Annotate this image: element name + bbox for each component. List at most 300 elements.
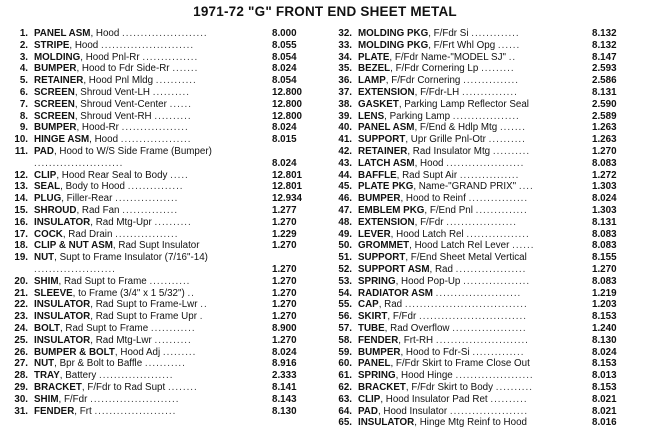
part-group-number: 8.131 xyxy=(592,216,617,228)
item-number: 45. xyxy=(338,181,352,193)
leader-dots: ..................... xyxy=(449,405,529,417)
item-detail: , Rad Drain xyxy=(62,228,113,240)
parts-list-item xyxy=(332,146,644,158)
item-detail: , Rad Supt to Frame Upr xyxy=(90,311,197,323)
item-detail: , Rad Mtg-Upr xyxy=(90,216,152,228)
item-description xyxy=(34,122,270,134)
parts-list-item xyxy=(332,264,644,276)
item-name: NUT xyxy=(34,358,55,370)
item-detail: , F/Fdr Name-"MODEL SJ" xyxy=(389,51,506,63)
part-group-number: 1.270 xyxy=(272,311,297,323)
leader-dots: ............... xyxy=(463,75,519,87)
part-group-number: 2.593 xyxy=(592,63,617,75)
part-group-number: 8.132 xyxy=(592,39,617,51)
leader-dots: ................. xyxy=(115,228,179,240)
part-group-number: 8.130 xyxy=(592,334,617,346)
part-group-number: 8.153 xyxy=(592,381,617,393)
part-group-number: 8.054 xyxy=(272,75,297,87)
item-description xyxy=(358,347,594,359)
item-name: CAP xyxy=(358,299,379,311)
parts-list-item xyxy=(8,311,330,323)
item-detail: , Parking Lamp xyxy=(384,110,451,122)
item-detail: , Rad Supt Insulator xyxy=(112,240,200,252)
item-detail: , Hood to Reinf xyxy=(400,193,466,205)
item-number: 47. xyxy=(338,204,352,216)
item-description xyxy=(358,335,594,347)
leader-dots: .......... xyxy=(154,216,192,228)
item-description xyxy=(34,63,270,75)
item-name: SCREEN xyxy=(34,98,75,110)
item-number: 10. xyxy=(14,134,28,146)
item-name: CLIP xyxy=(34,169,57,181)
item-detail: , Shroud Vent-Center xyxy=(74,98,167,110)
item-number: 41. xyxy=(338,134,352,146)
parts-list-item xyxy=(332,170,644,182)
item-name: INSULATOR xyxy=(34,334,91,346)
item-number: 29. xyxy=(14,381,28,393)
part-group-number: 1.263 xyxy=(592,134,617,146)
item-number: 31. xyxy=(14,405,28,417)
item-detail: , F/Fdr Si xyxy=(428,28,469,39)
item-name: BEZEL xyxy=(358,63,391,75)
item-number: 7. xyxy=(19,98,28,110)
item-number: 54. xyxy=(338,287,352,299)
parts-list-item xyxy=(332,406,644,418)
item-detail: , F/End Pnl xyxy=(424,204,473,216)
leader-dots: ............... xyxy=(142,51,199,63)
item-description xyxy=(358,240,594,252)
item-description xyxy=(358,146,594,158)
item-detail: , Hood Latch Rel Lever xyxy=(409,240,510,252)
parts-list-item xyxy=(332,181,644,193)
item-description xyxy=(34,217,270,229)
parts-list-item xyxy=(332,75,644,87)
leader-dots: ......... xyxy=(162,346,197,358)
part-group-number: 1.219 xyxy=(592,287,617,299)
part-group-number: 8.016 xyxy=(592,417,617,429)
item-number: 14. xyxy=(14,193,28,205)
item-detail: , Shroud Vent-LH xyxy=(74,86,150,98)
item-number: 2. xyxy=(19,39,28,51)
part-group-number: 8.155 xyxy=(592,252,617,264)
part-group-number: 8.147 xyxy=(592,51,617,63)
item-name: INSULATOR xyxy=(34,299,91,311)
leader-dots: .................. xyxy=(452,110,520,122)
parts-list-item xyxy=(332,276,644,288)
part-group-number: 1.270 xyxy=(272,299,297,311)
parts-list-item xyxy=(8,229,330,241)
item-description xyxy=(358,52,594,64)
item-detail: , Supt to Frame Insulator (7/16"-14) xyxy=(54,252,208,264)
leader-dots: ...................... xyxy=(94,405,177,417)
parts-list-item xyxy=(8,52,330,64)
leader-dots: .......... xyxy=(154,334,192,346)
part-group-number: 1.270 xyxy=(592,145,617,157)
item-number: 49. xyxy=(338,228,352,240)
item-description xyxy=(358,99,594,111)
item-description xyxy=(358,382,594,394)
item-description xyxy=(34,170,270,182)
part-group-number: 8.021 xyxy=(592,393,617,405)
item-number: 64. xyxy=(338,405,352,417)
part-group-number: 1.270 xyxy=(272,263,297,275)
parts-list-item xyxy=(8,181,330,193)
item-description xyxy=(358,229,594,241)
parts-list-item xyxy=(8,205,330,217)
item-name: TRAY xyxy=(34,370,60,382)
item-description xyxy=(34,40,270,52)
part-group-number: 1.272 xyxy=(592,169,617,181)
item-number: 32. xyxy=(338,28,352,39)
item-name: CLIP xyxy=(358,393,381,405)
leader-dots: ............................. xyxy=(419,311,527,323)
item-name: SUPPORT xyxy=(358,134,406,146)
leader-dots: .............. xyxy=(472,346,525,358)
item-detail: , Frt xyxy=(74,405,92,417)
item-detail: , Hinge Mtg Reinf to Hood xyxy=(414,417,527,429)
item-detail: , Hood to Fdr-Si xyxy=(400,346,470,358)
leader-dots: ................... xyxy=(446,216,517,228)
item-detail: , Hood xyxy=(69,39,99,51)
item-description xyxy=(358,276,594,288)
leader-dots: .......... xyxy=(152,86,190,98)
leader-dots: .......... xyxy=(488,134,526,146)
item-description xyxy=(358,217,594,229)
parts-list-item xyxy=(8,193,330,205)
parts-list-item xyxy=(332,158,644,170)
part-group-number: 8.024 xyxy=(272,346,297,358)
parts-list-item xyxy=(332,347,644,359)
item-description xyxy=(358,170,594,182)
item-number: 50. xyxy=(338,240,352,252)
item-name: SHIM xyxy=(34,393,59,405)
item-name: MOLDING xyxy=(34,51,81,63)
item-description xyxy=(358,358,594,370)
item-name: CLIP & NUT ASM xyxy=(34,240,113,252)
part-group-number: 8.916 xyxy=(272,358,297,370)
parts-list-item xyxy=(332,335,644,347)
part-group-number: 8.021 xyxy=(592,405,617,417)
part-group-number: 8.054 xyxy=(272,51,297,63)
item-number: 20. xyxy=(14,275,28,287)
item-detail: , Hood to Fdr Side-Rr xyxy=(76,63,170,75)
item-detail: , Body to Hood xyxy=(60,181,125,193)
item-number: 59. xyxy=(338,346,352,358)
item-detail: , F/End & Hdlp Mtg xyxy=(414,122,498,134)
part-group-number: 1.270 xyxy=(272,287,297,299)
leader-dots: ......... xyxy=(481,63,515,75)
item-number: 8. xyxy=(19,110,28,122)
leader-dots: .... xyxy=(518,181,534,193)
item-detail: , Hood Insulator Pad Ret xyxy=(380,393,488,405)
item-name: SUPPORT xyxy=(358,252,406,264)
item-name: LATCH ASM xyxy=(358,157,415,169)
item-name: PLATE xyxy=(358,51,390,63)
item-detail: , Hood-Rr xyxy=(76,122,119,134)
item-name: RETAINER xyxy=(358,145,408,157)
leader-dots: ................. xyxy=(115,193,179,205)
item-name: BUMPER xyxy=(358,346,401,358)
item-number: 12. xyxy=(14,169,28,181)
item-number: 22. xyxy=(14,299,28,311)
item-number: 28. xyxy=(14,370,28,382)
item-description xyxy=(34,240,270,252)
leader-dots: ...... xyxy=(512,240,535,252)
item-detail: , Hood Latch Rel xyxy=(390,228,464,240)
leader-dots: .......... xyxy=(492,145,531,157)
item-name: COCK xyxy=(34,228,63,240)
parts-list-item xyxy=(332,193,644,205)
item-name: SCREEN xyxy=(34,86,75,98)
parts-list-item xyxy=(8,347,330,359)
part-group-number: 12.801 xyxy=(272,169,302,181)
part-group-number: 2.586 xyxy=(592,75,617,87)
item-detail: , Hood Pop-Up xyxy=(395,275,461,287)
item-number: 63. xyxy=(338,393,352,405)
part-group-number: 1.277 xyxy=(272,204,297,216)
part-group-number: 1.303 xyxy=(592,181,617,193)
leader-dots: ................... xyxy=(455,263,527,275)
item-detail: , Bpr & Bolt to Baffle xyxy=(54,358,143,370)
item-name: SUPPORT ASM xyxy=(358,263,430,275)
item-name: PANEL ASM xyxy=(34,28,91,39)
item-description xyxy=(358,181,594,193)
item-number: 33. xyxy=(338,39,352,51)
leader-dots: ............... xyxy=(122,204,179,216)
parts-list-item xyxy=(332,205,644,217)
item-number: 11. xyxy=(14,145,28,157)
item-description xyxy=(34,111,270,123)
item-number: 53. xyxy=(338,275,352,287)
part-group-number: 1.270 xyxy=(272,275,297,287)
item-detail: , F/Fdr to Rad Supt xyxy=(81,381,166,393)
parts-list-item xyxy=(8,28,330,40)
item-detail: , Rad Mtg-Lwr xyxy=(90,334,152,346)
part-group-number: 1.303 xyxy=(592,204,617,216)
parts-list-item xyxy=(332,217,644,229)
item-name: SEAL xyxy=(34,181,61,193)
item-name: HINGE ASM xyxy=(34,134,90,146)
part-group-number: 8.024 xyxy=(592,193,617,205)
item-name: SCREEN xyxy=(34,110,75,122)
part-group-number: 8.131 xyxy=(592,86,617,98)
item-number: 65. xyxy=(338,417,352,429)
item-detail: , Frt-RH xyxy=(398,334,434,346)
item-number: 60. xyxy=(338,358,352,370)
parts-list-item xyxy=(8,252,330,276)
item-description xyxy=(358,122,594,134)
item-number: 30. xyxy=(14,393,28,405)
item-description xyxy=(358,63,594,75)
item-detail: , Hood to W/S Side Frame (Bumper) xyxy=(53,145,212,157)
item-name: TUBE xyxy=(358,322,385,334)
part-group-number: 1.240 xyxy=(592,322,617,334)
leader-dots: ............ xyxy=(150,322,196,334)
item-name: INSULATOR xyxy=(34,311,91,323)
parts-list-item xyxy=(8,382,330,394)
part-group-number: 8.055 xyxy=(272,39,297,51)
part-group-number: 8.083 xyxy=(592,275,617,287)
leader-dots: ............. xyxy=(471,28,520,39)
part-group-number: 1.263 xyxy=(592,122,617,134)
item-detail: , F/Fdr-LH xyxy=(414,86,460,98)
part-group-number: 8.015 xyxy=(272,134,297,146)
item-name: SKIRT xyxy=(358,311,388,323)
item-detail: , Upr Grille Pnl-Otr xyxy=(405,134,486,146)
item-detail: , Rad Supt to Frame xyxy=(58,275,147,287)
item-detail: , to Frame (3/4" x 1 5/32") xyxy=(72,287,185,299)
item-detail: , F/Frt Whl Opg xyxy=(428,39,496,51)
leader-dots: ................. xyxy=(466,228,530,240)
part-group-number: 8.143 xyxy=(272,393,297,405)
part-group-number: 12.801 xyxy=(272,181,302,193)
item-detail: , Rad Supt to Frame-Lwr xyxy=(90,299,198,311)
part-group-number: 12.800 xyxy=(272,110,302,122)
item-number: 13. xyxy=(14,181,28,193)
item-name: SHIM xyxy=(34,275,59,287)
item-number: 56. xyxy=(338,311,352,323)
item-detail: , Rad Insulator Mtg xyxy=(407,145,491,157)
part-group-number: 8.083 xyxy=(592,157,617,169)
leader-dots: ......................... xyxy=(101,39,195,51)
leader-dots: ........ xyxy=(167,381,198,393)
item-description xyxy=(34,370,270,382)
parts-list-item xyxy=(8,406,330,418)
item-detail: , Rad Fan xyxy=(76,204,120,216)
item-description xyxy=(34,323,270,335)
leader-dots: ....................... xyxy=(435,287,522,299)
item-number: 39. xyxy=(338,110,352,122)
item-name: EXTENSION xyxy=(358,86,415,98)
item-name: INSULATOR xyxy=(34,216,91,228)
parts-list-item xyxy=(332,323,644,335)
item-number: 58. xyxy=(338,334,352,346)
leader-dots: ........... xyxy=(144,358,186,370)
parts-list-item xyxy=(8,87,330,99)
item-name: SPRING xyxy=(358,275,396,287)
item-number: 43. xyxy=(338,157,352,169)
item-detail: , Rad Supt to Frame xyxy=(59,322,149,334)
leader-dots: .......... xyxy=(490,393,528,405)
item-name: BUMPER xyxy=(34,63,77,75)
item-number: 48. xyxy=(338,216,352,228)
leader-dots: .................. xyxy=(121,122,189,134)
item-description xyxy=(358,252,594,264)
part-group-number: 8.083 xyxy=(592,228,617,240)
item-number: 18. xyxy=(14,240,28,252)
page-title: 1971-72 "G" FRONT END SHEET METAL xyxy=(193,4,457,19)
parts-list-item xyxy=(332,252,644,264)
leader-dots: ....... xyxy=(172,63,199,75)
leader-dots: .......... xyxy=(154,110,192,122)
item-description xyxy=(358,158,594,170)
item-description xyxy=(358,134,594,146)
item-detail: , F/Fdr xyxy=(58,393,88,405)
item-description xyxy=(34,205,270,217)
leader-dots: ....... xyxy=(499,122,526,134)
part-group-number: 1.270 xyxy=(272,240,297,252)
leader-dots: ...... xyxy=(169,98,192,110)
part-group-number: 2.589 xyxy=(592,110,617,122)
item-name: FENDER xyxy=(34,405,75,417)
item-number: 46. xyxy=(338,193,352,205)
item-detail: , Hood Adj xyxy=(114,346,161,358)
leader-dots: ....................... xyxy=(122,28,208,39)
item-number: 37. xyxy=(338,86,352,98)
item-name: SHROUD xyxy=(34,204,77,216)
item-name: FENDER xyxy=(358,334,399,346)
item-description xyxy=(358,205,594,217)
leader-dots: ............... xyxy=(127,181,184,193)
parts-list-item xyxy=(8,99,330,111)
leader-dots: .................... xyxy=(99,370,174,382)
leader-dots: ................ xyxy=(459,169,520,181)
item-detail: , F/Fdr Skirt to Body xyxy=(405,381,494,393)
item-name: EMBLEM PKG xyxy=(358,204,425,216)
leader-dots: . xyxy=(199,311,204,323)
part-group-number: 8.024 xyxy=(272,63,297,75)
parts-list-item xyxy=(332,382,644,394)
item-description xyxy=(34,252,270,276)
item-number: 27. xyxy=(14,358,28,370)
item-description xyxy=(34,276,270,288)
parts-list-item xyxy=(332,134,644,146)
item-number: 6. xyxy=(19,86,28,98)
item-number: 38. xyxy=(338,98,352,110)
item-detail: , Rad xyxy=(429,263,453,275)
item-detail: , Hood Pnl-Rr xyxy=(80,51,140,63)
parts-list-item xyxy=(8,170,330,182)
item-number: 51. xyxy=(338,252,352,264)
parts-list-item xyxy=(332,370,644,382)
item-detail: , Rad Supt Air xyxy=(396,169,458,181)
item-number: 1. xyxy=(19,28,28,39)
leader-dots: ........... xyxy=(155,75,197,87)
item-name: BUMPER xyxy=(358,193,401,205)
part-group-number: 8.132 xyxy=(592,28,617,39)
item-name: EXTENSION xyxy=(358,216,415,228)
item-name: INSULATOR xyxy=(358,417,415,429)
parts-list-item xyxy=(8,217,330,229)
item-detail: , Filler-Rear xyxy=(61,193,113,205)
part-group-number: 12.800 xyxy=(272,98,302,110)
item-detail: , F/End Sheet Metal Vertical xyxy=(405,252,527,264)
item-description xyxy=(358,394,594,406)
item-number: 26. xyxy=(14,346,28,358)
item-description xyxy=(34,52,270,64)
parts-list-item xyxy=(332,311,644,323)
item-description xyxy=(34,146,270,170)
leader-dots: .. xyxy=(508,51,517,63)
item-name: BAFFLE xyxy=(358,169,397,181)
parts-list-item xyxy=(332,122,644,134)
part-group-number: 8.024 xyxy=(592,346,617,358)
item-name: MOLDING PKG xyxy=(358,39,429,51)
item-name: BRACKET xyxy=(358,381,406,393)
parts-list-item xyxy=(332,417,644,429)
parts-list-item xyxy=(8,370,330,382)
part-group-number: 2.333 xyxy=(272,370,297,382)
item-detail: , Hood xyxy=(90,28,120,39)
item-description xyxy=(34,99,270,111)
item-number: 25. xyxy=(14,334,28,346)
leader-dots: ........................ xyxy=(34,157,124,169)
parts-list-item xyxy=(332,240,644,252)
leader-dots: .. xyxy=(200,299,208,311)
parts-list-item xyxy=(332,111,644,123)
item-description xyxy=(34,28,270,40)
part-group-number: 8.024 xyxy=(272,157,297,169)
